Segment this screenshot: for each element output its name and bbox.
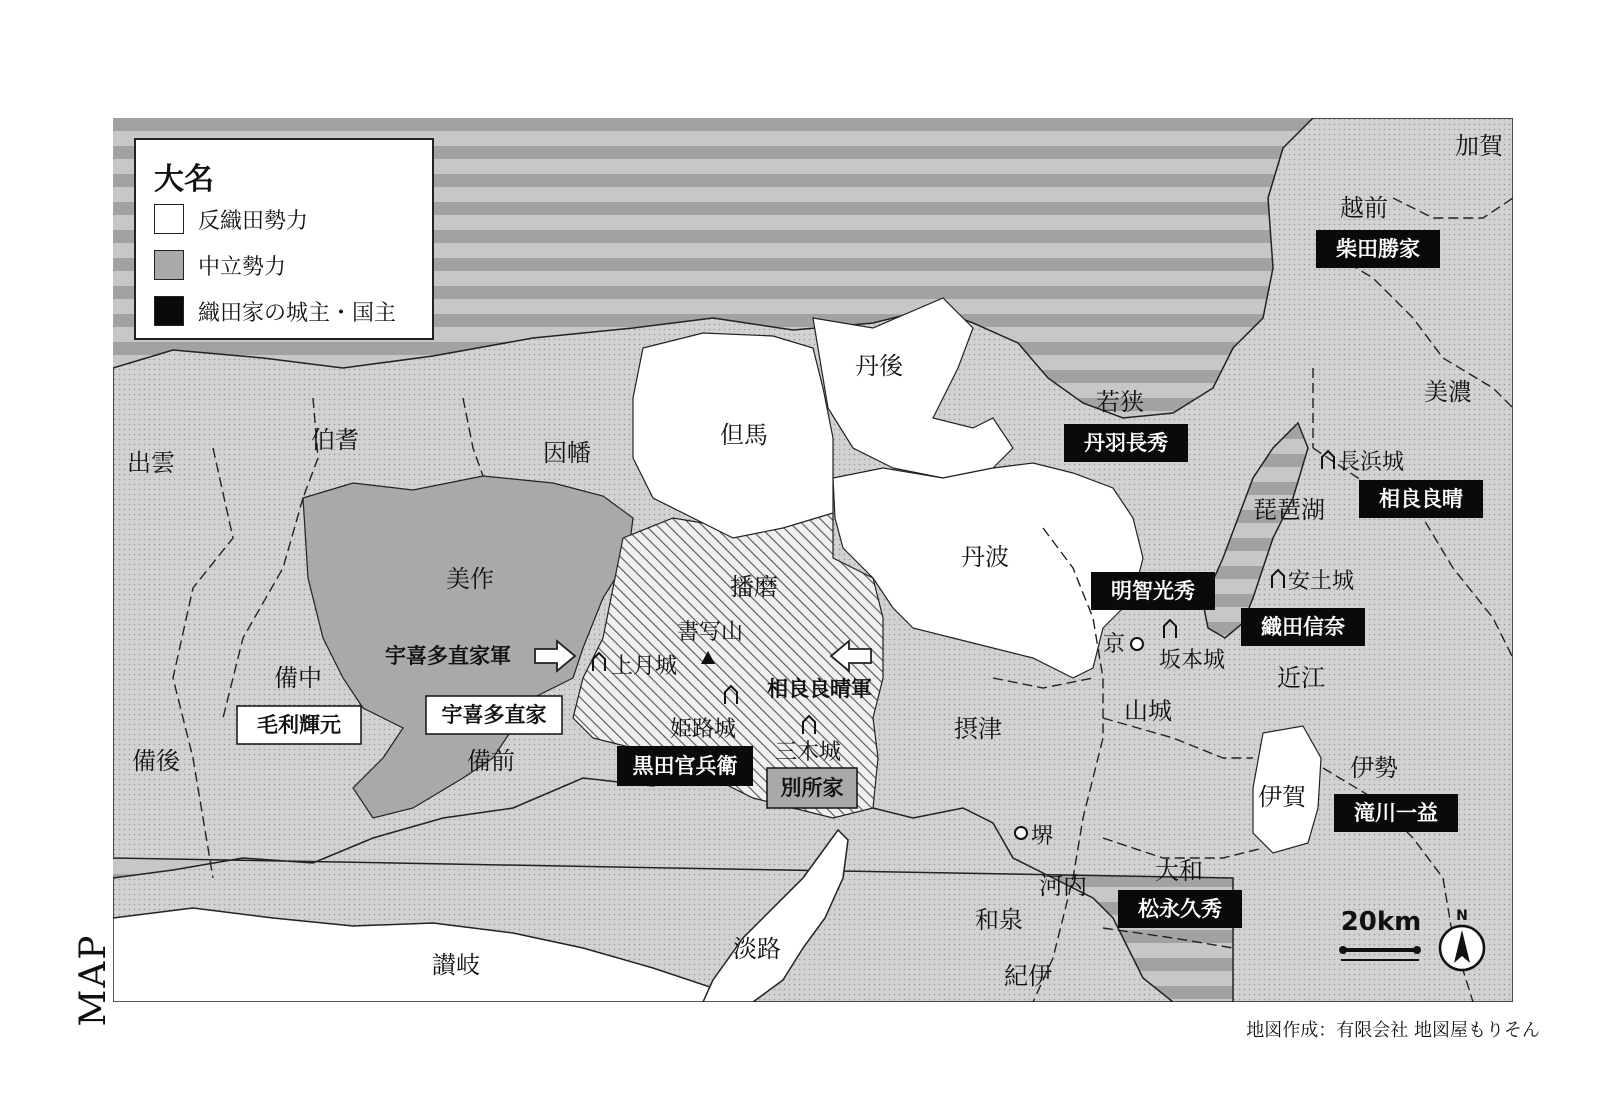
daimyo-plate-kuroda <box>617 746 753 786</box>
daimyo-plate-niwa <box>1064 424 1188 462</box>
place-sakai: 堺 <box>1031 824 1054 849</box>
svg-text:滝川一益: 滝川一益 <box>1354 801 1438 825</box>
province-settsu: 摂津 <box>954 715 1002 743</box>
daimyo-plate-matsunaga <box>1118 890 1242 928</box>
city-marker-sakai <box>1015 827 1027 839</box>
province-wakasa: 若狭 <box>1096 388 1144 416</box>
province-mimasaka: 美作 <box>446 565 494 593</box>
army-ukita-label: 宇喜多直家軍 <box>385 644 511 668</box>
scale-label: 20km <box>1340 907 1422 937</box>
province-hoki: 伯耆 <box>311 426 359 454</box>
daimyo-plate-aira <box>1359 480 1483 518</box>
map-credit: 地図作成：有限会社 地図屋もりそん <box>1246 1020 1540 1041</box>
province-tajima: 但馬 <box>720 421 768 449</box>
legend-item-oda <box>154 294 396 328</box>
province-echizen: 越前 <box>1340 194 1388 222</box>
daimyo-plate-ukita <box>426 696 562 734</box>
daimyo-plate-bessho <box>767 768 857 808</box>
legend-item-anti-oda <box>154 202 308 236</box>
province-awaji: 淡路 <box>733 935 781 963</box>
province-bingo: 備後 <box>132 747 180 775</box>
province-izumi: 和泉 <box>975 906 1023 934</box>
legend-swatch-gray <box>154 250 184 280</box>
province-harima: 播磨 <box>730 573 778 601</box>
legend-swatch-white <box>154 204 184 234</box>
svg-text:毛利輝元: 毛利輝元 <box>257 713 341 737</box>
daimyo-plate-shibata <box>1316 230 1440 268</box>
province-bitchu: 備中 <box>274 664 322 692</box>
province-iga: 伊賀 <box>1258 783 1306 811</box>
svg-text:明智光秀: 明智光秀 <box>1111 579 1195 603</box>
place-nagahama-castle: 長浜城 <box>1338 450 1405 475</box>
side-title: MAP <box>73 933 114 1027</box>
svg-text:黒田官兵衛: 黒田官兵衛 <box>632 754 738 778</box>
province-omi: 近江 <box>1277 664 1325 692</box>
svg-text:相良良晴: 相良良晴 <box>1379 487 1463 511</box>
svg-text:織田信奈: 織田信奈 <box>1261 615 1345 639</box>
legend-item-neutral <box>154 248 286 282</box>
place-kozuki-castle: 上月城 <box>611 654 678 679</box>
province-kii: 紀伊 <box>1004 962 1052 990</box>
legend <box>134 138 434 340</box>
svg-text:宇喜多直家: 宇喜多直家 <box>441 703 547 727</box>
province-bizen: 備前 <box>467 747 515 775</box>
province-kaga: 加賀 <box>1455 132 1503 160</box>
svg-text:N: N <box>1456 908 1468 924</box>
daimyo-plate-takigawa <box>1334 794 1458 832</box>
lake-biwa-label: 琵琶湖 <box>1253 496 1325 524</box>
svg-text:柴田勝家: 柴田勝家 <box>1336 237 1420 261</box>
province-yamato: 大和 <box>1155 857 1203 885</box>
legend-label: 織田家の城主・国主 <box>198 300 397 326</box>
legend-label: 中立勢力 <box>198 254 287 280</box>
province-yamashiro: 山城 <box>1124 697 1172 725</box>
province-tanba: 丹波 <box>961 543 1009 571</box>
svg-text:松永久秀: 松永久秀 <box>1138 897 1222 921</box>
legend-title: 大名 <box>154 162 214 197</box>
svg-text:別所家: 別所家 <box>780 776 844 800</box>
place-kyo: 京 <box>1103 632 1126 657</box>
place-shoshazan: 書写山 <box>677 620 744 645</box>
city-marker-kyo <box>1131 638 1143 650</box>
legend-swatch-black <box>154 296 184 326</box>
province-tango: 丹後 <box>855 352 903 380</box>
province-izumo: 出雲 <box>127 449 175 477</box>
daimyo-plate-akechi <box>1091 572 1215 610</box>
place-himeji-castle: 姫路城 <box>670 717 737 742</box>
army-aira-label: 相良良晴軍 <box>767 677 872 701</box>
province-mino: 美濃 <box>1424 378 1472 406</box>
place-sakamoto-castle: 坂本城 <box>1159 648 1226 673</box>
daimyo-plate-oda-nobuna <box>1241 608 1365 646</box>
legend-label: 反織田勢力 <box>198 208 309 234</box>
place-azuchi-castle: 安土城 <box>1288 569 1355 594</box>
province-sanuki: 讃岐 <box>432 951 480 979</box>
province-inaba: 因幡 <box>543 439 591 467</box>
province-ise: 伊勢 <box>1350 754 1398 782</box>
svg-text:丹羽長秀: 丹羽長秀 <box>1084 431 1168 455</box>
province-kawachi: 河内 <box>1039 872 1087 900</box>
daimyo-plate-mori <box>237 706 361 744</box>
place-miki-castle: 三木城 <box>775 740 842 765</box>
